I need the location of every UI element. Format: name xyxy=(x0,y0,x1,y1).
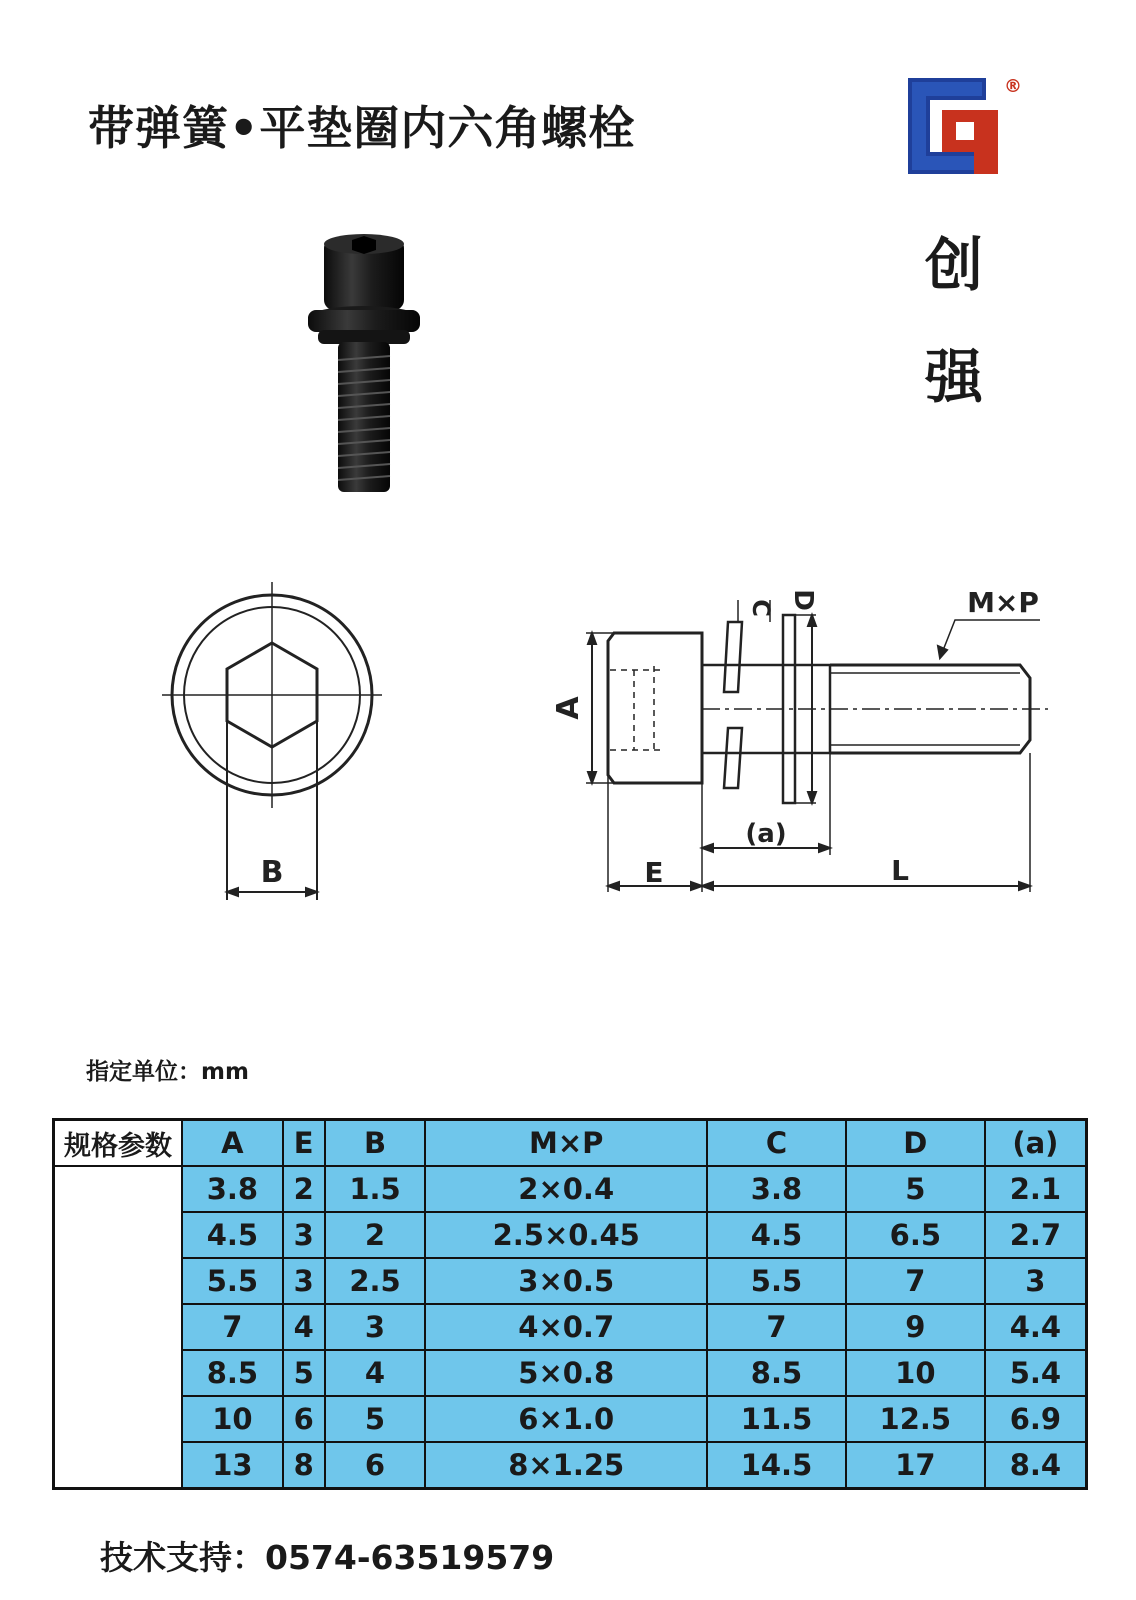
brand-char-2: 强 xyxy=(925,343,984,411)
table-cell: 10 xyxy=(846,1350,985,1396)
table-cell: 8×1.25 xyxy=(425,1442,707,1489)
tech-support-phone: 技术支持：0574-63519579 xyxy=(100,1538,555,1577)
table-cell: 5 xyxy=(325,1396,426,1442)
header-cell: M×P xyxy=(425,1120,707,1167)
table-cell: 6 xyxy=(325,1442,426,1489)
table-cell: 4.4 xyxy=(985,1304,1087,1350)
table-cell: 11.5 xyxy=(707,1396,846,1442)
brand-logo xyxy=(900,72,1020,182)
dim-label-b: B xyxy=(260,855,284,890)
table-cell: 6.9 xyxy=(985,1396,1087,1442)
table-cell: 7 xyxy=(707,1304,846,1350)
table-row xyxy=(54,1166,1087,1212)
unit-note: 指定单位：mm xyxy=(86,1059,249,1085)
dim-label-a-paren: (a) xyxy=(745,819,787,849)
table-cell: 5.5 xyxy=(707,1258,846,1304)
table-cell: 5.5 xyxy=(182,1258,283,1304)
page-title: 带弹簧•平垫圈内六角螺栓 xyxy=(88,101,636,155)
end-view xyxy=(162,582,382,900)
table-cell: 4.5 xyxy=(182,1212,283,1258)
table-cell: 10 xyxy=(182,1396,283,1442)
table-cell: 2 xyxy=(325,1212,426,1258)
table-cell: 3×0.5 xyxy=(425,1258,707,1304)
table-cell: 3.8 xyxy=(707,1166,846,1212)
table-cell: 6×1.0 xyxy=(425,1396,707,1442)
table-cell: 2×0.4 xyxy=(425,1166,707,1212)
table-cell: 5 xyxy=(283,1350,325,1396)
table-cell: 2.1 xyxy=(985,1166,1087,1212)
table-cell: 5 xyxy=(846,1166,985,1212)
table-cell: 3.8 xyxy=(182,1166,283,1212)
table-cell: 7 xyxy=(846,1258,985,1304)
table-cell: 4×0.7 xyxy=(425,1304,707,1350)
table-cell: 3 xyxy=(283,1212,325,1258)
table-cell: 4 xyxy=(283,1304,325,1350)
table-cell: 12.5 xyxy=(846,1396,985,1442)
table-cell: 8.4 xyxy=(985,1442,1087,1489)
table-row xyxy=(54,1304,1087,1350)
header-cell: B xyxy=(325,1120,426,1167)
table-cell: 3 xyxy=(325,1304,426,1350)
technical-drawing xyxy=(0,570,1136,940)
table-cell: 8 xyxy=(283,1442,325,1489)
table-header-row xyxy=(54,1120,1087,1167)
header-cell: (a) xyxy=(985,1120,1087,1167)
table-cell: 4 xyxy=(325,1350,426,1396)
header-cell: D xyxy=(846,1120,985,1167)
table-cell: 14.5 xyxy=(707,1442,846,1489)
dim-label-a: A xyxy=(551,696,586,720)
dim-label-c: C xyxy=(747,599,775,617)
table-cell: 13 xyxy=(182,1442,283,1489)
table-row xyxy=(54,1212,1087,1258)
table-cell: 1.5 xyxy=(325,1166,426,1212)
table-row xyxy=(54,1396,1087,1442)
dim-label-e: E xyxy=(644,856,664,889)
table-cell: 2.5 xyxy=(325,1258,426,1304)
table-cell: 3 xyxy=(985,1258,1087,1304)
table-cell: 5×0.8 xyxy=(425,1350,707,1396)
bolt-product-photo xyxy=(300,230,430,500)
table-cell: 6 xyxy=(283,1396,325,1442)
dim-label-d: D xyxy=(788,589,818,611)
table-cell: 17 xyxy=(846,1442,985,1489)
side-view xyxy=(586,600,1048,892)
table-row xyxy=(54,1442,1087,1489)
table-cell: 2 xyxy=(283,1166,325,1212)
row-label-cell: 规格参数 xyxy=(54,1120,183,1167)
brand-char-1: 创 xyxy=(925,231,984,299)
spec-table xyxy=(52,1118,1088,1490)
table-row xyxy=(54,1258,1087,1304)
table-cell: 8.5 xyxy=(707,1350,846,1396)
header-cell: A xyxy=(182,1120,283,1167)
table-cell: 3 xyxy=(283,1258,325,1304)
table-cell: 7 xyxy=(182,1304,283,1350)
header-cell: C xyxy=(707,1120,846,1167)
table-cell: 6.5 xyxy=(846,1212,985,1258)
dim-label-mxp: M×P xyxy=(967,586,1039,619)
table-cell: 2.5×0.45 xyxy=(425,1212,707,1258)
header-cell: E xyxy=(283,1120,325,1167)
table-cell: 2.7 xyxy=(985,1212,1087,1258)
table-cell: 9 xyxy=(846,1304,985,1350)
table-cell: 8.5 xyxy=(182,1350,283,1396)
table-row xyxy=(54,1350,1087,1396)
table-cell: 4.5 xyxy=(707,1212,846,1258)
registered-mark: ® xyxy=(1004,76,1022,97)
label-blank-cell xyxy=(54,1166,183,1489)
table-cell: 5.4 xyxy=(985,1350,1087,1396)
dim-label-l: L xyxy=(891,854,909,887)
